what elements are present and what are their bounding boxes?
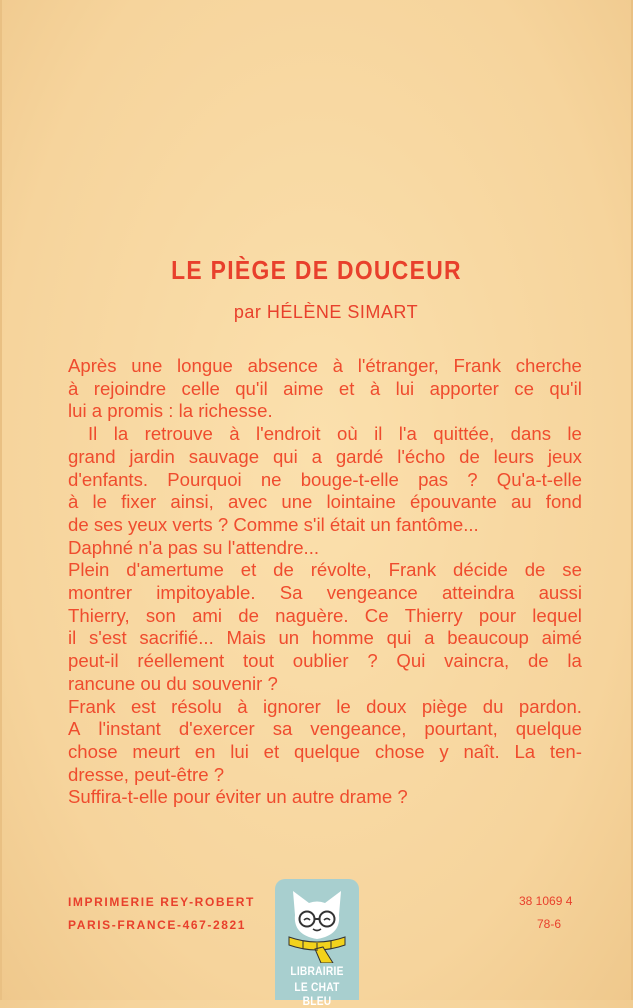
synopsis-line: Thierry, son ami de naguère. Ce Thierry pour lequel (68, 604, 582, 626)
synopsis-line: Daphné n'a pas su l'attendre... (68, 536, 320, 558)
synopsis-line: dresse, peut-être ? (68, 763, 225, 785)
synopsis-line: Suffira-t-elle pour éviter un autre drame ? (68, 786, 408, 808)
synopsis-line: montrer impitoyable. Sa vengeance atteindra aussi (68, 582, 582, 604)
author-byline: par HÉLÈNE SIMART (233, 302, 419, 322)
synopsis-line: Plein d'amertume et de révolte, Frank décide de se (68, 559, 582, 581)
synopsis-line: peut-il réellement tout oublier ? Qui vaincra, de la (68, 650, 582, 672)
synopsis-line: grand jardin sauvage qui a gardé l'écho de leurs jeux (68, 445, 582, 467)
synopsis-line: rancune ou du souvenir ? (68, 672, 278, 694)
printer-name: IMPRIMERIE REY-ROBERT (68, 895, 255, 909)
synopsis-text (68, 355, 582, 809)
catalog-code: 38 1069 4 (519, 894, 573, 908)
synopsis-line: Frank est résolu à ignorer le doux piège du pardon. (68, 695, 582, 717)
edition-code: 78-6 (537, 917, 562, 931)
book-title: LE PIÈGE DE DOUCEUR (171, 255, 462, 285)
synopsis-line: de ses yeux verts ? Comme s'il était un fantôme... (68, 513, 479, 535)
synopsis-line: chose meurt en lui et quelque chose y naît. La ten- (68, 740, 582, 762)
cat-logo-icon (283, 885, 351, 963)
librairie-badge (275, 879, 359, 1008)
synopsis-line: A l'instant d'exercer sa vengeance, pourtant, quelque (68, 718, 582, 740)
synopsis-line: d'enfants. Pourquoi ne bouge-t-elle pas ? Qu'a-t-elle (68, 468, 582, 490)
synopsis-line: à le fixer ainsi, avec une lointaine épouvante au fond (68, 491, 582, 513)
synopsis-line: Il la retrouve à l'endroit où il l'a quittée, dans le (88, 423, 582, 445)
synopsis-line: lui a promis : la richesse. (68, 400, 273, 422)
synopsis-line: Après une longue absence à l'étranger, Frank cherche (68, 355, 582, 376)
synopsis-line: il s'est sacrifié... Mais un homme qui a beaucoup aimé (68, 627, 582, 649)
badge-label-chat-bleu: LE CHAT BLEU (294, 980, 340, 1008)
printer-location: PARIS-FRANCE-467-2821 (68, 918, 247, 932)
synopsis-line: à rejoindre celle qu'il aime et à lui apporter ce qu'il (68, 377, 582, 399)
badge-label-librairie: LIBRAIRIE (290, 964, 344, 978)
